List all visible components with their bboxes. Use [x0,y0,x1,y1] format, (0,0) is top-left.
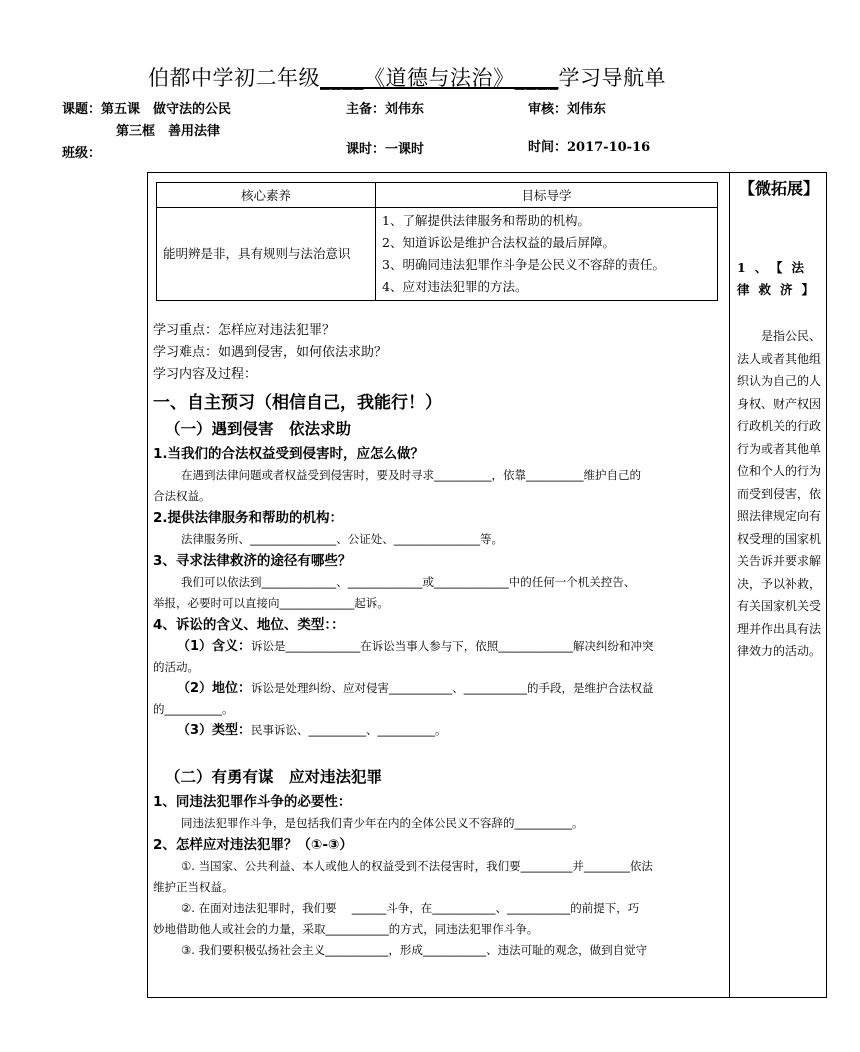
difficulty: 学习难点：如遇到侵害，如何依法求助？ [153,345,388,360]
sidebar [731,172,827,663]
part-one-heading: 一、自主预习（相信自己，我能行！） [153,393,442,413]
author-label: 主备：刘伟东 [346,102,425,117]
sidebar-divider [729,172,730,998]
answer-2: 法律服务所、_______________、公证处、_______________等。 [181,532,503,546]
method-2-cont: 妙地借助他人或社会的力量，采取___________的方式，同违法犯罪作斗争。 [153,922,539,936]
goal-item: 1、了解提供法律服务和帮助的机构。 [382,213,590,228]
goals-cell [376,208,718,301]
date-label: 时间：2017-10-16 [528,140,651,155]
types-label: （3）类型： [177,723,252,738]
question-2: 2.提供法律服务和帮助的机构： [153,510,344,526]
core-text: 能明辨是非，具有规则与法治意识 [157,208,376,301]
method-1-cont: 维护正当权益。 [153,880,234,894]
method-2: ②. 在面对违法犯罪时，我们要 ______斗争，在___________、___________的前提下，巧 [181,901,640,915]
title-prefix: 伯都中学初二年级 [148,66,320,90]
section-one-heading: （一）遇到侵害 依法求助 [165,420,352,438]
lesson-label: 课题：第五课 做守法的公民 [62,102,232,117]
method-3: ③. 我们要积极弘扬社会主义___________，形成___________、违法可耻的观念，做到自觉守 [181,943,648,957]
page-title [148,62,666,92]
title-suffix: 学习导航单 [558,66,666,90]
meaning-text: 诉讼是_____________在诉讼当事人参与下，依照_____________解决纠纷和冲突 [251,639,654,653]
question-1: 1.当我们的合法权益受到侵害时，应怎么做？ [153,446,425,462]
method-1: ①. 当国家、公共利益、本人或他人的权益受到不法侵害时，我们要_________并________依法 [181,859,653,873]
goal-item: 4、应对违法犯罪的方法。 [382,279,528,294]
sidebar-body: 是指公民、法人或者其他组织认为自己的人身权、财产权因行政机关的行政行为或者其他单位和个人的行为而受到侵害，依照法律规定向有权受理的国家机关告诉并要求解决，予以补救，有关国家机关受理并作出具有法律效力的活动。 [737,329,822,658]
answer-1-line-1: 在遇到法律问题或者权益受到侵害时，要及时寻求__________，依靠__________维护自己的 [181,468,641,482]
goals-header: 目标导学 [376,183,718,208]
status-text: 诉讼是处理纠纷、应对侵害___________、___________的手段，是维护合法权益 [251,681,654,695]
answer-3-line-1: 我们可以依法到_____________、_____________或_____________中的任何一个机关控告、 [181,575,636,589]
answer-4-meaning-cont: 的活动。 [153,660,199,674]
answer-4-meaning [153,636,725,657]
answer-4-status [153,678,725,699]
answer-4-types [153,720,725,741]
content-body [153,320,725,961]
method-heading: 2、怎样应对违法犯罪？（①-③） [153,837,353,853]
reason-text: 同违法犯罪作斗争，是包括我们青少年在内的全体公民义不容辞的__________。 [181,816,584,830]
core-table [156,182,718,301]
goal-item: 3、明确同违法犯罪作斗争是公民义不容辞的责任。 [382,257,665,272]
answer-1-line-2: 合法权益。 [153,489,211,503]
process-label: 学习内容及过程： [153,367,258,382]
answer-3-line-2: 举报，必要时可以直接向_____________起诉。 [153,596,389,610]
period-label: 课时：一课时 [346,142,425,157]
section-two-heading: （二）有勇有谋 应对违法犯罪 [165,768,383,786]
status-label: （2）地位： [177,681,252,696]
sidebar-subheading: 1、【法律救济】 [737,260,824,297]
sidebar-heading: 【微拓展】 [738,179,819,198]
meaning-label: （1）含义： [177,639,252,654]
class-label: 班级： [62,146,102,161]
title-subject: ____《道德与法治》____ [320,66,559,90]
core-header: 核心素养 [157,183,376,208]
question-3: 3、寻求法律救济的途径有哪些？ [153,553,352,569]
goal-item: 2、知道诉讼是维护合法权益的最后屏障。 [382,235,615,250]
answer-4-status-cont: 的__________。 [153,702,234,716]
reviewer-label: 审核：刘伟东 [528,102,607,117]
key-point: 学习重点：怎样应对违法犯罪？ [153,323,336,338]
reason-heading: 1、同违法犯罪作斗争的必要性： [153,794,352,810]
question-4: 4、诉讼的含义、地位、类型：： [153,617,345,633]
types-text: 民事诉讼、__________、__________。 [251,723,447,737]
lesson-sub: 第三框 善用法律 [116,124,221,139]
